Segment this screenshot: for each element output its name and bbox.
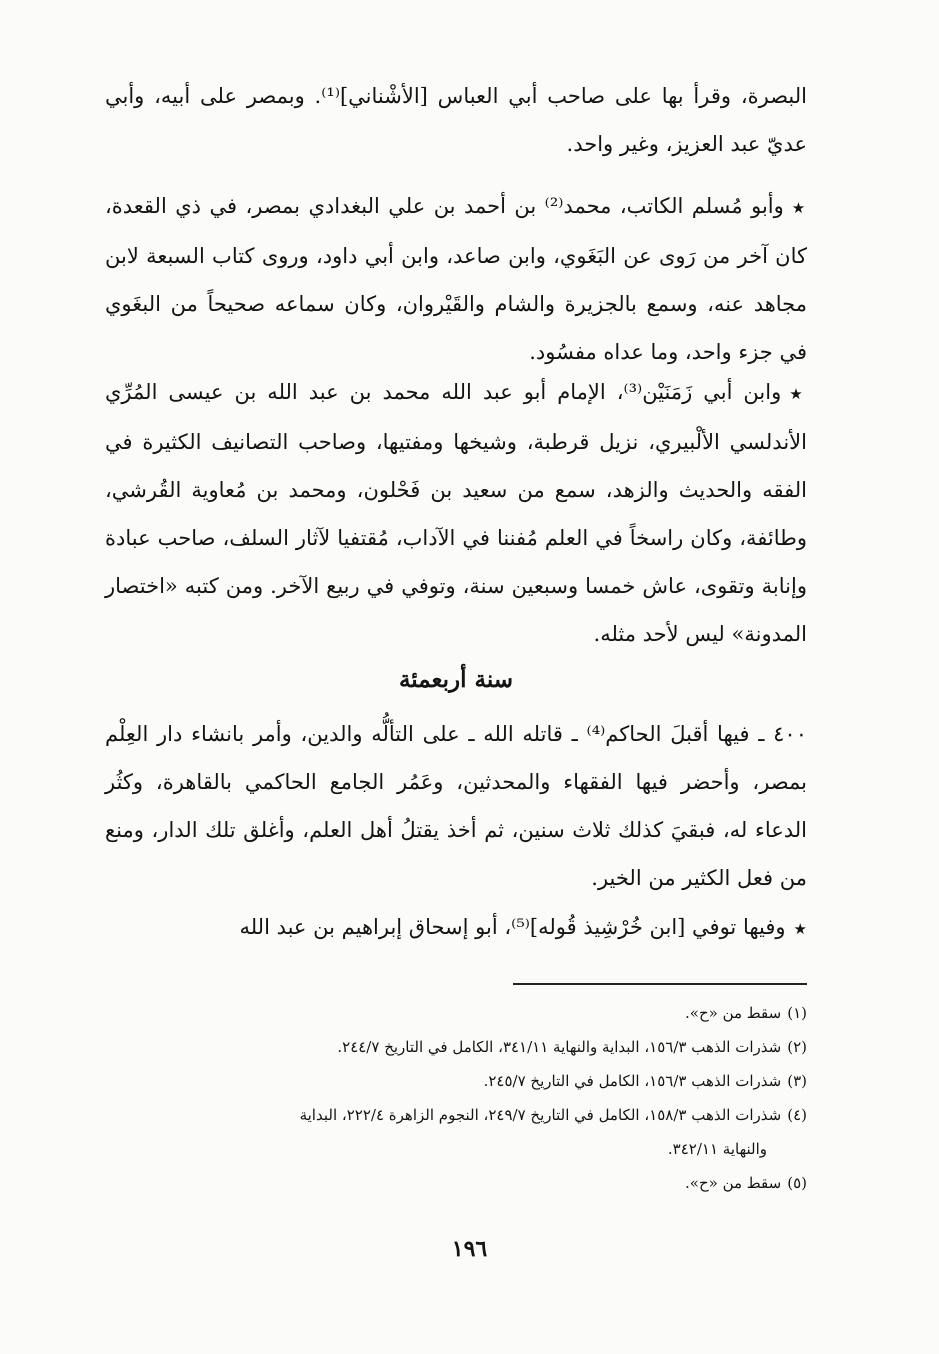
- footnote-text: شذرات الذهب ١٥٨/٣، الكامل في التاريخ ٢٤٩/٧، النجوم الزاهرة ٢٢٢/٤، البداية: [299, 1106, 782, 1124]
- paragraph-continuation: [105, 72, 807, 168]
- footnote-divider: [513, 983, 807, 985]
- footnote-number: (٥): [787, 1174, 807, 1192]
- footnote-number: (٣): [787, 1072, 807, 1090]
- footnote-number: (١): [787, 1004, 807, 1022]
- page-number: ١٩٦: [451, 1236, 488, 1262]
- section-heading: سنة أربعمئة: [398, 666, 514, 693]
- footnote-number: (٢): [787, 1038, 807, 1056]
- entry-abu-muslim: [105, 182, 807, 376]
- star-icon: ★: [793, 920, 807, 938]
- paragraph-text: وابن أبي زَمَنَيْن⁽³⁾، الإمام أبو عبد الله محمد بن عبد الله بن عيسى المُرِّي الأندلسي الألْبيري، نزيل قرطبة، وشيخها ومفتيها، وصاحب التصانيف الكثيرة في الفقه والحديث والزهد، سمع من سعيد بن فَحْلون، ومحمد بن مُعاوية القُرشي، وطائفة، وكان راسخاً في العلم مُفننا في الآداب، مُقتفيا لآثار السلف، صاحب عبادة وإنابة وتقوى، عاش خمسا وسبعين سنة، وتوفي في ربيع الآخر. ومن كتبه «اختصار المدونة» ليس لأحد مثله.: [105, 380, 807, 646]
- footnote-number: (٤): [787, 1106, 807, 1124]
- paragraph-text: وفيها توفي [ابن خُرْشِيذ قُوله]⁽⁵⁾، أبو إسحاق إبراهيم بن عبد الله: [239, 915, 786, 939]
- year-400-paragraph: [105, 710, 807, 902]
- footnotes: [105, 996, 807, 1200]
- footnote-continuation: والنهاية ٣٤٢/١١.: [667, 1140, 767, 1158]
- footnote-4: [105, 1098, 807, 1166]
- paragraph-text: ٤٠٠ ـ فيها أقبلَ الحاكم⁽⁴⁾ ـ قاتله الله ـ على التألُّه والدين، وأمر بانشاء دار العِلْم بمصر، وأحضر فيها الفقهاء والمحدثين، وعَمُر الجامع الحاكمي بالقاهرة، وكثُر الدعاء له، فبقيَ كذلك ثلاث سنين، ثم أخذ يقتلُ أهل العلم، وأغلق تلك الدار، ومنع من فعل الكثير من الخير.: [105, 722, 807, 890]
- footnote-3: [105, 1064, 807, 1098]
- footnote-2: [105, 1030, 807, 1064]
- paragraph-text: وأبو مُسلم الكاتب، محمد⁽²⁾ بن أحمد بن علي البغدادي بمصر، في ذي القعدة، كان آخر من رَوى عن البَغَوي، وابن صاعد، وابن أبي داود، وروى كتاب السبعة لابن مجاهد عنه، وسمع بالجزيرة والشام والقَيْروان، وكان سماعه صحيحاً من البغَوي في جزء واحد، وما عداه مفسُود.: [105, 194, 807, 364]
- star-icon: ★: [789, 385, 807, 403]
- footnote-text: سقط من «ح».: [685, 1004, 782, 1022]
- footnote-text: سقط من «ح».: [685, 1174, 782, 1192]
- paragraph-text: البصرة، وقرأ بها على صاحب أبي العباس [الأشْناني]⁽¹⁾. وبمصر على أبيه، وأبي عديّ عبد العزيز، وغير واحد.: [105, 84, 807, 156]
- entry-ibn-abi-zamanin: [105, 368, 807, 658]
- footnote-5: [105, 1166, 807, 1200]
- footnote-1: [105, 996, 807, 1030]
- footnote-text: شذرات الذهب ١٥٦/٣، البداية والنهاية ٣٤١/١١، الكامل في التاريخ ٢٤٤/٧.: [337, 1038, 782, 1056]
- footnote-text: شذرات الذهب ١٥٦/٣، الكامل في التاريخ ٢٤٥/٧.: [483, 1072, 782, 1090]
- entry-ibn-khurshid: [105, 903, 807, 953]
- star-icon: ★: [791, 199, 808, 217]
